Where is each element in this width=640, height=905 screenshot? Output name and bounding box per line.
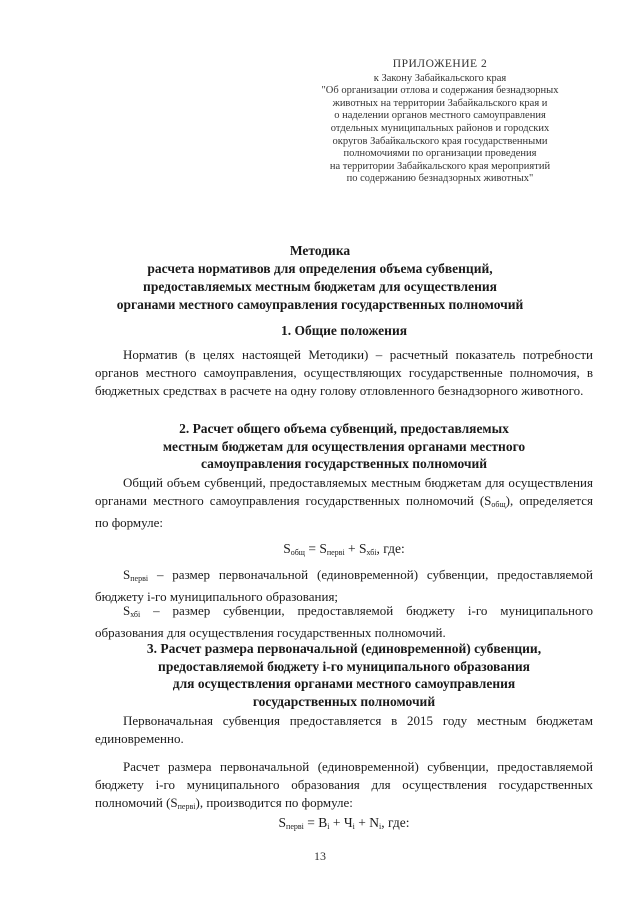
def-symbol: S <box>123 567 131 582</box>
formula-sub: перві <box>286 822 304 831</box>
formula-sub: общ <box>290 548 305 557</box>
section-3-paragraph-1: Первоначальная субвенция предоставляется в 2015 году местным бюджетам единовременно. <box>95 713 593 746</box>
p2-subscript: перві <box>177 802 196 811</box>
formula-part: + Ч <box>329 815 353 830</box>
heading-line: 3. Расчет размера первоначальной (единовременной) субвенции, <box>146 641 542 656</box>
title-line: органами местного самоуправления государственных полномочий <box>116 297 524 312</box>
formula-sub: перві <box>326 548 345 557</box>
formula-part: = B <box>303 815 328 830</box>
heading-line: местным бюджетам для осуществления органами местного <box>162 438 526 454</box>
formula-part: , где: <box>381 815 410 830</box>
appendix-line: полномочиями по организации проведения <box>343 148 537 160</box>
appendix-line: отдельных муниципальных районов и городских <box>330 122 550 134</box>
title-line: предоставляемых местным бюджетам для осуществления <box>143 279 497 294</box>
formula-sub: i <box>352 822 355 831</box>
appendix-line: на территории Забайкальского края мероприятий <box>329 160 551 172</box>
p2-text: Расчет размера первоначальной (единовременной) субвенции, предоставляемой бюджету i-го муниципального образования для осуществления государственных полномочий (S <box>95 759 593 810</box>
formula-sub: i <box>379 822 382 831</box>
formula-initial-subsidy <box>95 814 593 836</box>
heading-line: государственных полномочий <box>252 693 436 709</box>
intro-subscript: общ <box>491 500 506 509</box>
formula-sub: i <box>327 822 330 831</box>
def-sub: перві <box>130 574 149 583</box>
heading-line: самоуправления государственных полномочий <box>200 456 488 471</box>
formula-sub: хбі <box>366 548 377 557</box>
appendix-line: округов Забайкальского края государственными <box>332 135 548 147</box>
appendix-line: к Закону Забайкальского края <box>373 72 507 84</box>
formula-part: = S <box>304 541 327 556</box>
def-symbol: S <box>123 603 131 618</box>
title-line: расчета нормативов для определения объема субвенций, <box>147 261 493 276</box>
def-text: – размер первоначальной (единовременной) субвенции, предоставляемой бюджету i-го муниципального образования; <box>95 567 593 604</box>
intro-end: ), определяется по формуле: <box>95 493 593 530</box>
formula-total <box>95 540 593 562</box>
appendix-line: по содержанию безнадзорных животных" <box>346 173 534 185</box>
formula-part: + N <box>354 815 379 830</box>
definition-initial-subsidy <box>95 566 593 606</box>
heading-line: 2. Расчет общего объема субвенций, предоставляемых <box>179 421 509 436</box>
heading-line: для осуществления органами местного самоуправления <box>172 676 516 691</box>
heading-line: предоставляемой бюджету i-го муниципального образования <box>158 658 530 674</box>
title-line: Методика <box>289 243 351 258</box>
def-text: – размер субвенции, предоставляемой бюджету i-го муниципального образования для осуществления государственных полномочий. <box>95 603 593 640</box>
p2-end: ), производится по формуле: <box>195 795 353 810</box>
formula-part: , где: <box>376 541 405 556</box>
section-2-intro <box>95 474 593 532</box>
document-title <box>80 242 560 314</box>
section-3-paragraph-2 <box>95 758 593 816</box>
intro-text: Общий объем субвенций, предоставляемых местным бюджетам для осуществления органами местного самоуправления государственных полномочий (S <box>95 475 593 508</box>
appendix-header <box>290 58 590 186</box>
appendix-line: о наделении органов местного самоуправления <box>334 110 546 122</box>
section-3-heading <box>95 640 593 710</box>
def-sub: хбі <box>130 610 141 619</box>
appendix-line: "Об организации отлова и содержания безнадзорных <box>321 85 559 97</box>
section-2-heading <box>95 420 593 473</box>
appendix-line: животных на территории Забайкальского края и <box>332 97 548 109</box>
appendix-title: ПРИЛОЖЕНИЕ 2 <box>392 58 488 70</box>
page-number: 13 <box>314 849 326 863</box>
formula-symbol: S <box>278 815 287 830</box>
section-1-heading: 1. Общие положения <box>280 323 408 338</box>
formula-symbol: S <box>283 541 291 556</box>
formula-part: + S <box>344 541 367 556</box>
section-1-text: Норматив (в целях настоящей Методики) – расчетный показатель потребности органов местного самоуправления, осуществляющих государственные полномочия, в бюджетных средствах в расчете на одну голову отловленного безнадзорного животного. <box>95 347 593 398</box>
definition-maintenance-subsidy <box>95 602 593 642</box>
